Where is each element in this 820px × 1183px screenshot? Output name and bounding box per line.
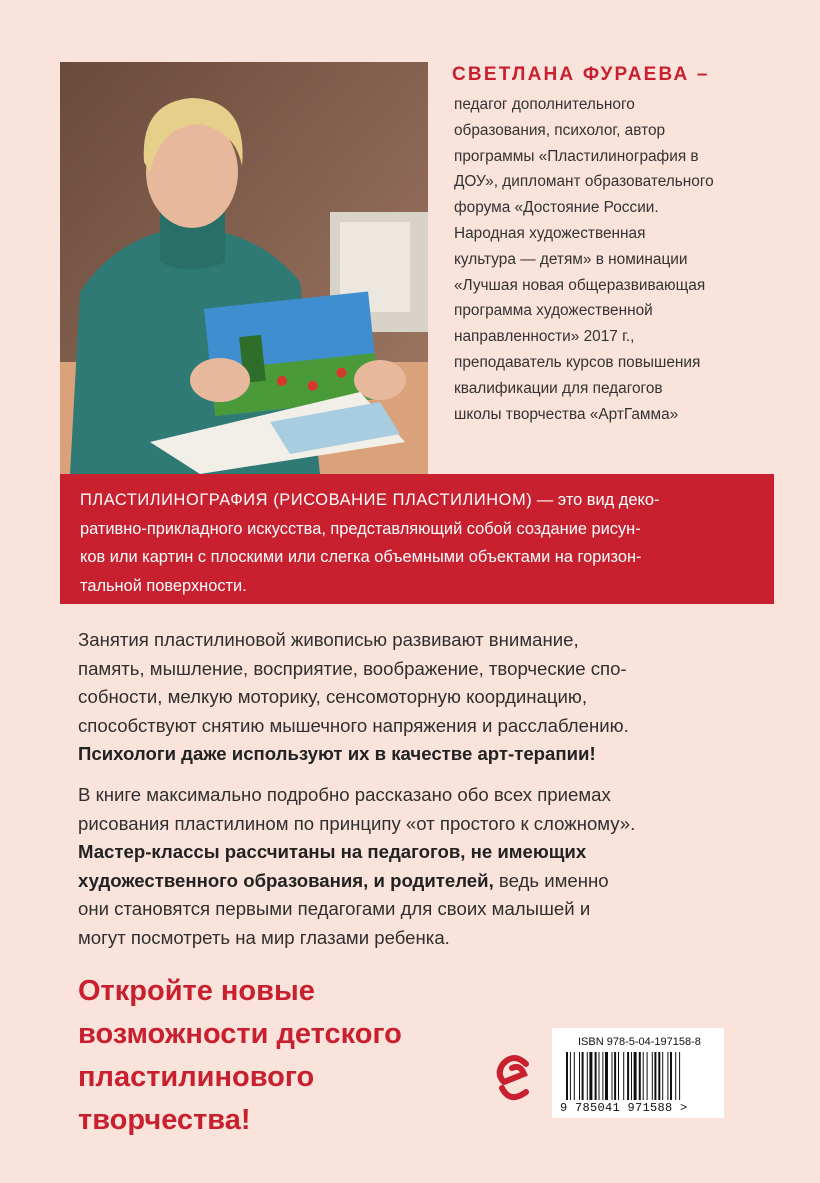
description-line: Занятия пластилиновой живописью развивают внимание, <box>78 629 579 650</box>
author-bio-line: образования, психолог, автор <box>454 121 666 139</box>
author-bio-line: программа художественной <box>454 302 653 320</box>
description-line: способствуют снятию мышечного напряжения и расслаблению. <box>78 714 629 736</box>
barcode-bar <box>589 1052 592 1100</box>
author-bio-line: школы творчества «АртГамма» <box>454 405 679 423</box>
definition-term: ПЛАСТИЛИНОГРАФИЯ (РИСОВАНИЕ ПЛАСТИЛИНОМ) <box>80 491 533 509</box>
definition-text <box>80 486 748 600</box>
cta-line: творчества! <box>78 1104 251 1136</box>
author-bio <box>452 92 782 427</box>
isbn-label: ISBN 978-5-04-197158-8 <box>578 1036 701 1048</box>
definition-line: ков или картин с плоскими или слегка объемными объектами на горизон- <box>80 548 642 566</box>
barcode-bar <box>579 1052 580 1100</box>
author-bio-line: направленности» 2017 г., <box>454 328 635 346</box>
barcode-bar <box>618 1052 619 1100</box>
description-highlight: Мастер-классы рассчитаны на педагогов, не имеющих <box>78 841 587 863</box>
barcode-bar <box>587 1052 588 1100</box>
barcode-bar <box>602 1052 603 1100</box>
barcode-bar <box>658 1052 660 1100</box>
author-name: СВЕТЛАНА ФУРАЕВА – <box>452 64 710 85</box>
definition-line: — это вид деко- <box>532 491 660 509</box>
description-line: рисования пластилином по принципу «от простого к сложному». <box>78 812 636 834</box>
barcode-bar <box>623 1052 624 1100</box>
barcode-bar <box>647 1052 648 1100</box>
description-highlight: художественного образования, и родителей, <box>78 869 494 891</box>
barcode-bar <box>574 1052 575 1100</box>
description-highlight: Психологи даже используют их в качестве арт-терапии! <box>78 743 596 765</box>
barcode-bar <box>675 1052 676 1100</box>
author-photo-illustration <box>60 62 428 474</box>
description-line: память, мышление, восприятие, воображение, творческие спо- <box>78 657 627 679</box>
barcode-bar <box>612 1052 613 1100</box>
publisher-logo <box>496 1050 532 1111</box>
barcode-bars <box>566 1052 716 1100</box>
description-line: В книге максимально подробно рассказано обо всех приемах <box>78 783 611 805</box>
author-bio-line: культура — детям» в номинации <box>454 250 688 268</box>
barcode-bar <box>634 1052 637 1100</box>
barcode-bar <box>605 1052 608 1100</box>
barcode-bar <box>679 1052 680 1100</box>
description-line: собности, мелкую моторику, сенсомоторную координацию, <box>78 686 588 708</box>
author-bio-line: ДОУ», дипломант образовательного <box>454 173 714 191</box>
barcode-bar <box>599 1052 600 1100</box>
description-line: ведь именно <box>493 869 609 891</box>
cta-line: возможности детского <box>78 1018 402 1050</box>
barcode-bar <box>570 1052 571 1100</box>
description-line: они становятся первыми педагогами для своих малышей и <box>78 898 591 920</box>
author-bio-line: педагог дополнительного <box>454 96 635 113</box>
barcode-bar <box>643 1052 644 1100</box>
author-bio-line: программы «Пластилинография в <box>454 147 699 165</box>
description <box>78 626 750 965</box>
barcode-bar <box>662 1052 663 1100</box>
description-paragraph-1 <box>78 626 750 769</box>
barcode-bar <box>582 1052 584 1100</box>
barcode-bar <box>566 1052 568 1100</box>
definition-line: ративно-прикладного искусства, представляющий собой создание рисун- <box>80 519 641 538</box>
publisher-logo-icon <box>496 1050 532 1106</box>
barcode <box>552 1028 724 1118</box>
author-bio-line: Народная художественная <box>454 224 646 242</box>
barcode-bar <box>614 1052 616 1100</box>
barcode-bar <box>627 1052 629 1100</box>
author-bio-line: «Лучшая новая общеразвивающая <box>454 276 706 294</box>
cta-line: Откройте новые <box>78 975 315 1007</box>
author-bio-line: квалификации для педагогов <box>454 379 663 397</box>
barcode-bar <box>667 1052 668 1100</box>
author-photo <box>60 62 428 474</box>
call-to-action <box>78 970 458 1142</box>
author-info <box>452 62 782 427</box>
barcode-bar <box>595 1052 597 1100</box>
author-bio-line: форума «Достояние России. <box>454 199 659 217</box>
barcode-bar <box>631 1052 632 1100</box>
barcode-bar <box>670 1052 672 1100</box>
definition-line: тальной поверхности. <box>80 576 247 595</box>
barcode-bar <box>652 1052 653 1100</box>
definition-box <box>60 474 774 604</box>
description-line: могут посмотреть на мир глазами ребенка. <box>78 926 450 948</box>
barcode-bar <box>639 1052 641 1100</box>
barcode-bar <box>654 1052 656 1100</box>
author-bio-line: преподаватель курсов повышения <box>454 353 701 371</box>
description-paragraph-2 <box>78 781 750 953</box>
cta-line: пластилинового <box>78 1061 315 1093</box>
barcode-digits: 9 785041 971588 > <box>560 1101 688 1115</box>
